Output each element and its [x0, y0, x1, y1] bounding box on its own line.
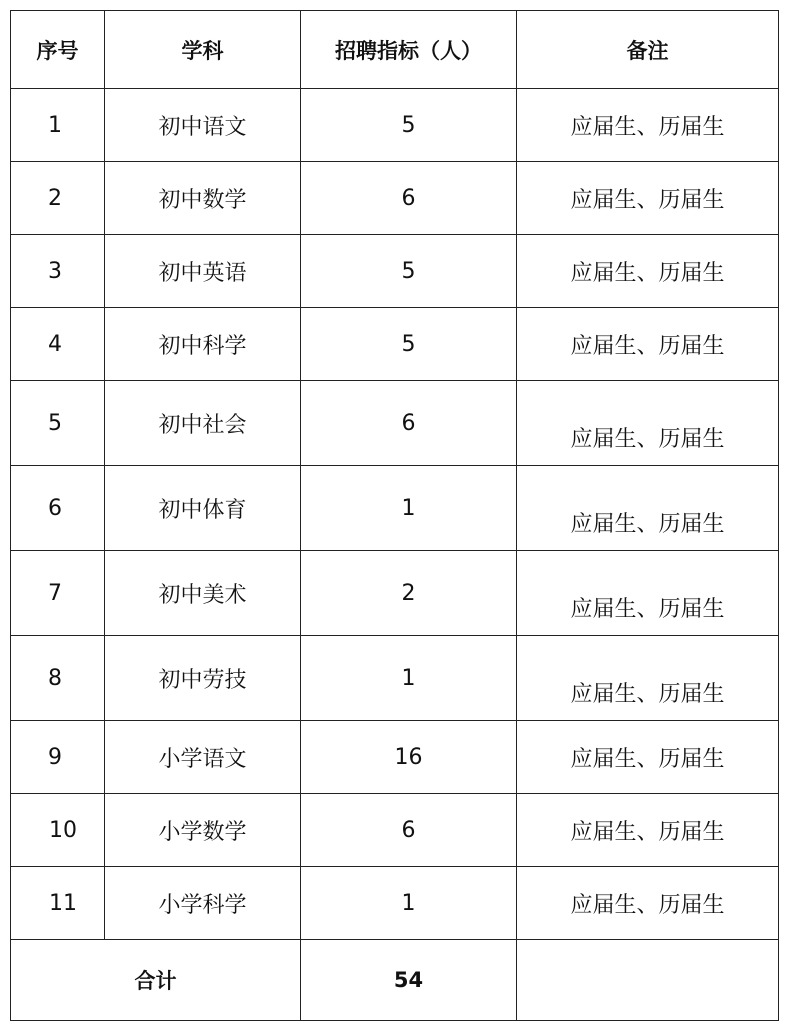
- row-index: 11: [11, 867, 105, 940]
- header-row: [11, 11, 779, 89]
- row-subject: 小学科学: [105, 867, 301, 940]
- recruitment-table: [10, 10, 779, 1021]
- row-index: 10: [11, 794, 105, 867]
- table-row: [11, 235, 779, 308]
- table-row: [11, 466, 779, 551]
- row-quota: 16: [301, 721, 517, 794]
- row-note: 应届生、历届生: [517, 308, 779, 381]
- row-index: 4: [11, 308, 105, 381]
- total-note: [517, 940, 779, 1021]
- row-subject: 小学数学: [105, 794, 301, 867]
- table-row: [11, 381, 779, 466]
- row-quota: 1: [301, 867, 517, 940]
- row-subject: 初中体育: [105, 466, 301, 551]
- row-subject: 小学语文: [105, 721, 301, 794]
- row-note: 应届生、历届生: [517, 89, 779, 162]
- row-note: 应届生、历届生: [517, 721, 779, 794]
- table-row: [11, 636, 779, 721]
- table-row: [11, 162, 779, 235]
- row-quota: 6: [301, 162, 517, 235]
- row-note: 应届生、历届生: [517, 381, 779, 466]
- row-note: 应届生、历届生: [517, 551, 779, 636]
- row-subject: 初中数学: [105, 162, 301, 235]
- table-row: [11, 551, 779, 636]
- row-subject: 初中美术: [105, 551, 301, 636]
- row-note: 应届生、历届生: [517, 794, 779, 867]
- header-subject: 学科: [105, 11, 301, 89]
- row-note: 应届生、历届生: [517, 466, 779, 551]
- row-index: 9: [11, 721, 105, 794]
- row-subject: 初中语文: [105, 89, 301, 162]
- row-index: 6: [11, 466, 105, 551]
- row-quota: 2: [301, 551, 517, 636]
- row-quota: 6: [301, 381, 517, 466]
- row-quota: 1: [301, 466, 517, 551]
- row-index: 8: [11, 636, 105, 721]
- row-quota: 6: [301, 794, 517, 867]
- row-note: 应届生、历届生: [517, 867, 779, 940]
- row-subject: 初中科学: [105, 308, 301, 381]
- table-row: [11, 794, 779, 867]
- row-subject: 初中劳技: [105, 636, 301, 721]
- row-subject: 初中英语: [105, 235, 301, 308]
- row-quota: 5: [301, 235, 517, 308]
- row-index: 2: [11, 162, 105, 235]
- row-quota: 5: [301, 89, 517, 162]
- row-note: 应届生、历届生: [517, 636, 779, 721]
- header-note: 备注: [517, 11, 779, 89]
- table-row: [11, 89, 779, 162]
- row-index: 5: [11, 381, 105, 466]
- row-index: 7: [11, 551, 105, 636]
- table-row: [11, 867, 779, 940]
- row-index: 3: [11, 235, 105, 308]
- row-quota: 5: [301, 308, 517, 381]
- row-quota: 1: [301, 636, 517, 721]
- table-row: [11, 308, 779, 381]
- row-note: 应届生、历届生: [517, 162, 779, 235]
- total-value: 54: [301, 940, 517, 1021]
- header-index: 序号: [11, 11, 105, 89]
- row-subject: 初中社会: [105, 381, 301, 466]
- row-index: 1: [11, 89, 105, 162]
- total-row: [11, 940, 779, 1021]
- header-quota: 招聘指标（人）: [301, 11, 517, 89]
- row-note: 应届生、历届生: [517, 235, 779, 308]
- table-row: [11, 721, 779, 794]
- total-label: 合计: [11, 940, 301, 1021]
